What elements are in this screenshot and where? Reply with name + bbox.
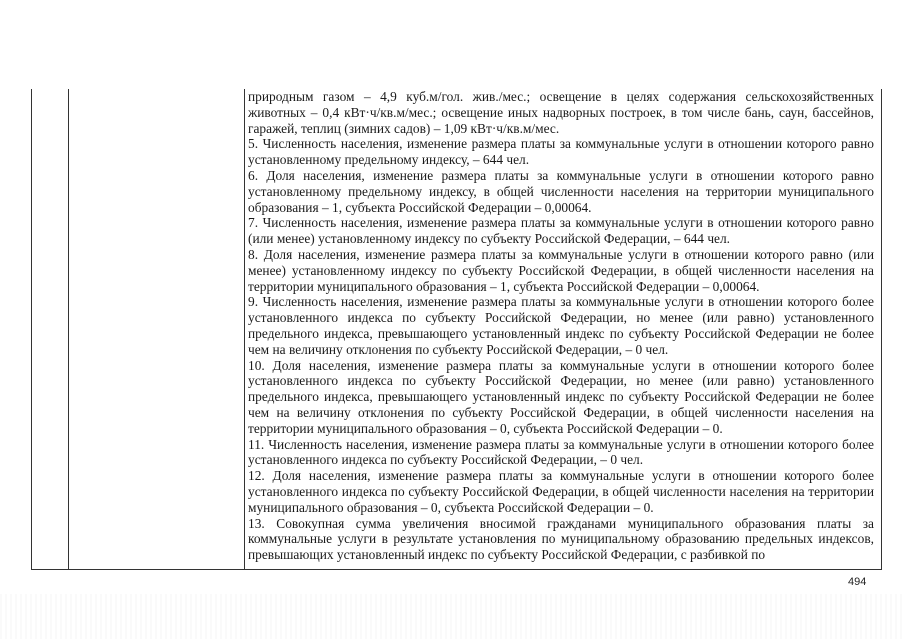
paragraph: 8. Доля населения, изменение размера платы за коммунальные услуги в отношении которого равно (или менее) установленному индексу по субъекту Российской Федерации, в общей численности населения на территории муниципального образования – 1, субъекта Российской Федерации – 0,00064. <box>248 246 874 294</box>
paragraph: природным газом – 4,9 куб.м/гол. жив./мес.; освещение в целях содержания сельскохозяйственных животных – 0,4 кВт·ч/кв.м/мес.; освещение иных надворных построек, в том числе бань, саун, бассейнов, гаражей, теплиц (зимних садов) – 1,09 кВт·ч/кв.м/мес. <box>248 89 874 136</box>
scan-noise <box>0 594 905 639</box>
paragraph: 11. Численность населения, изменение размера платы за коммунальные услуги в отношении которого более установленного индекса по субъекту Российской Федерации, – 0 чел. <box>248 436 874 468</box>
document-table <box>31 89 882 570</box>
paragraph: 10. Доля населения, изменение размера платы за коммунальные услуги в отношении которого более установленного индекса по субъекту Российской Федерации, но менее (или равно) установленного предельного индекса, превышающего установленный индекс по субъекту Российской Федерации не более чем на величину отклонения по субъекту Российской Федерации, в общей численности населения на территории муниципального образования – 0, субъекта Российской Федерации – 0. <box>248 357 874 436</box>
content-cell <box>248 89 874 563</box>
paragraph: 6. Доля населения, изменение размера платы за коммунальные услуги в отношении которого равно установленному предельному индексу, в общей численности населения на территории муниципального образования – 1, субъекта Российской Федерации – 0,00064. <box>248 167 874 215</box>
paragraph: 13. Совокупная сумма увеличения вносимой гражданами муниципального образования платы за коммунальные услуги в результате установления по муниципальному образованию предельных индексов, превышающих установленный индекс по субъекту Российской Федерации, с разбивкой по <box>248 515 874 563</box>
column-divider <box>68 89 69 569</box>
paragraph: 9. Численность населения, изменение размера платы за коммунальные услуги в отношении которого более установленного индекса по субъекту Российской Федерации, но менее (или равно) установленного предельного индекса, превышающего установленный индекс по субъекту Российской Федерации не более чем на величину отклонения по субъекту Российской Федерации, – 0 чел. <box>248 294 874 357</box>
paragraph: 7. Численность населения, изменение размера платы за коммунальные услуги в отношении которого равно (или менее) установленному индексу по субъекту Российской Федерации, – 644 чел. <box>248 215 874 247</box>
paragraph: 5. Численность населения, изменение размера платы за коммунальные услуги в отношении которого равно установленному предельному индексу, – 644 чел. <box>248 136 874 168</box>
page-number: 494 <box>848 576 867 588</box>
column-divider <box>244 89 245 569</box>
paragraph: 12. Доля населения, изменение размера платы за коммунальные услуги в отношении которого более установленного индекса по субъекту Российской Федерации, в общей численности населения на территории муниципального образования – 0, субъекта Российской Федерации – 0. <box>248 468 874 515</box>
